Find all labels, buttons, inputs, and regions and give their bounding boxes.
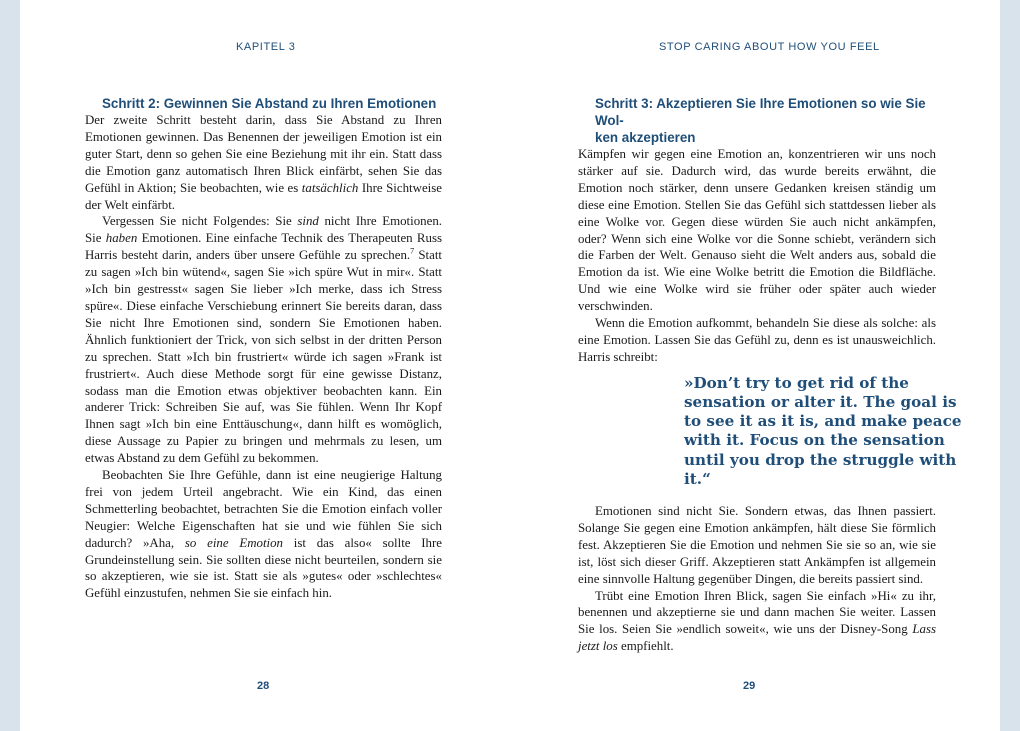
- right-text-column: [578, 95, 962, 655]
- section-heading-step-2: Schritt 2: Gewinnen Sie Abstand zu Ihren Emotionen: [102, 96, 437, 111]
- emphasis: so eine Emotion: [184, 535, 284, 550]
- left-text-column: [85, 95, 442, 602]
- paragraph-3: Emotionen sind nicht Sie. Sondern etwas, das Ihnen passiert. Solange Sie gegen eine Emotion ankämpfen, hält diese Sie förmlich fest. Akzeptieren Sie die Emotion und nehmen Sie sie so an, wie sie ist, löst sich dieser Griff. Akzeptieren statt Ankämpfen ist allgemein eine sinnvolle Haltung gegenüber Dingen, die bereits passiert sind.: [578, 504, 936, 586]
- paragraph-1: Der zweite Schritt besteht darin, dass Sie Abstand zu Ihren Emotionen gewinnen. Das Benennen der jeweiligen Emotion ist ein guter Start, denn so gehen Sie eine Beziehung mit ihr ein. Statt dass die Emotion ganz automatisch Ihren Blick einfärbt, sehen Sie das Gefühl in Aktion; Sie beobachten, wie es tatsächlich Ihre Sichtweise der Welt einfärbt.: [85, 113, 442, 212]
- footnote-marker[interactable]: 7: [410, 246, 415, 256]
- right-page: [510, 0, 1000, 731]
- paragraph-2: Wenn die Emotion aufkommt, behandeln Sie diese als solche: als eine Emotion. Lassen Sie das Gefühl zu, denn es ist unausweichlich. Harris schreibt:: [578, 316, 936, 364]
- page-number-left: 28: [257, 680, 270, 692]
- emphasis: tatsächlich: [301, 180, 359, 195]
- running-head-title: STOP CARING ABOUT HOW YOU FEEL: [659, 41, 880, 53]
- emphasis: sind: [297, 214, 319, 229]
- pull-quote: »Don’t try to get rid of the sensation or alter it. The goal is to see it as it is, and make peace with it. Focus on the sensation until you drop the struggle with it.“: [684, 373, 962, 488]
- paragraph-1: Kämpfen wir gegen eine Emotion an, konzentrieren wir uns noch stärker auf sie. Dadurch wird, das wurde bereits erwähnt, die Emotion noch stärker, denn unsere Gedanken kreisen ständig um diese eine Emotion. Stellen Sie das Gefühl sich stattdessen lieber als eine Wolke vor. Gegen diese würden Sie auch nicht ankämpfen, oder? Wenn sich eine Wolke vor die Sonne schiebt, verändern sich die Farben der Welt. Genauso sieht die Welt anders aus, sobald die Emotion da ist. Wie eine Wolke betritt die Emotion die Bildfläche. Und wie eine Wolke wird sie früher oder später auch wieder verschwinden.: [578, 147, 936, 314]
- emphasis: haben: [105, 231, 138, 246]
- book-spread: [20, 0, 1000, 731]
- paragraph-4: Trübt eine Emotion Ihren Blick, sagen Sie einfach »Hi« zu ihr, benennen und akzeptierne sie und dann machen Sie weiter. Lassen Sie los. Seien Sie »endlich soweit«, wie uns der Disney-Song Lass jetzt los empfiehlt.: [578, 588, 936, 654]
- emphasis: Lass jetzt los: [578, 622, 936, 654]
- running-head-chapter: KAPITEL 3: [236, 41, 296, 53]
- paragraph-2: Vergessen Sie nicht Folgendes: Sie sind nicht Ihre Emotionen. Sie haben Emotionen. Eine einfache Technik des Therapeuten Russ Harris besteht darin, anders über unsere Gefühle zu sprechen.$^7$ Statt zu sagen »Ich bin wütend«, sagen Sie »ich spüre Wut in mir«. Statt »Ich bin gestresst« sagen Sie lieber »Ich merke, dass ich Stress spüre«. Diese einfache Verschiebung erinnert Sie bereits daran, dass Sie nicht Ihre Emotionen sind, sondern Sie Emotionen haben. Ähnlich funktioniert der Trick, von sich selbst in der dritten Person zu sprechen. Statt »Ich bin frustriert« würde ich sagen »Frank ist frustriert«. Auch diese Methode sorgt für eine gewisse Distanz, sodass man die Emotion etwas objektiver beobachten kann. Ein anderer Trick: Schreiben Sie auf, was Sie fühlen. Wenn Ihr Kopf Ihnen sagt »Ich bin eine Enttäuschung«, dann hilft es womöglich, diese Aussage zu Papier zu bringen und mehrmals zu lesen, um etwas Abstand zu dem Gefühl zu bekommen.: [85, 214, 443, 466]
- section-heading-step-3: Schritt 3: Akzeptieren Sie Ihre Emotionen so wie Sie Wol- ken akzeptieren: [595, 96, 926, 145]
- left-page: [20, 0, 510, 731]
- page-number-right: 29: [743, 680, 756, 692]
- paragraph-3: Beobachten Sie Ihre Gefühle, dann ist eine neugierige Haltung frei von jedem Urteil angebracht. Wie ein Kind, das einen Schmetterling beobachtet, betrachten Sie die Emotion einfach voller Neugier: Welche Eigenschaften hat sie und wie fühlen Sie sich dadurch? »Aha, so eine Emotion ist das also« sollte Ihre Grundeinstellung sein. Sie sollten diese nicht beurteilen, sondern sie so akzeptieren, wie sie ist. Statt sie als »gutes« oder »schlechtes« Gefühl einzustufen, nehmen Sie sie einfach hin.: [85, 468, 443, 601]
